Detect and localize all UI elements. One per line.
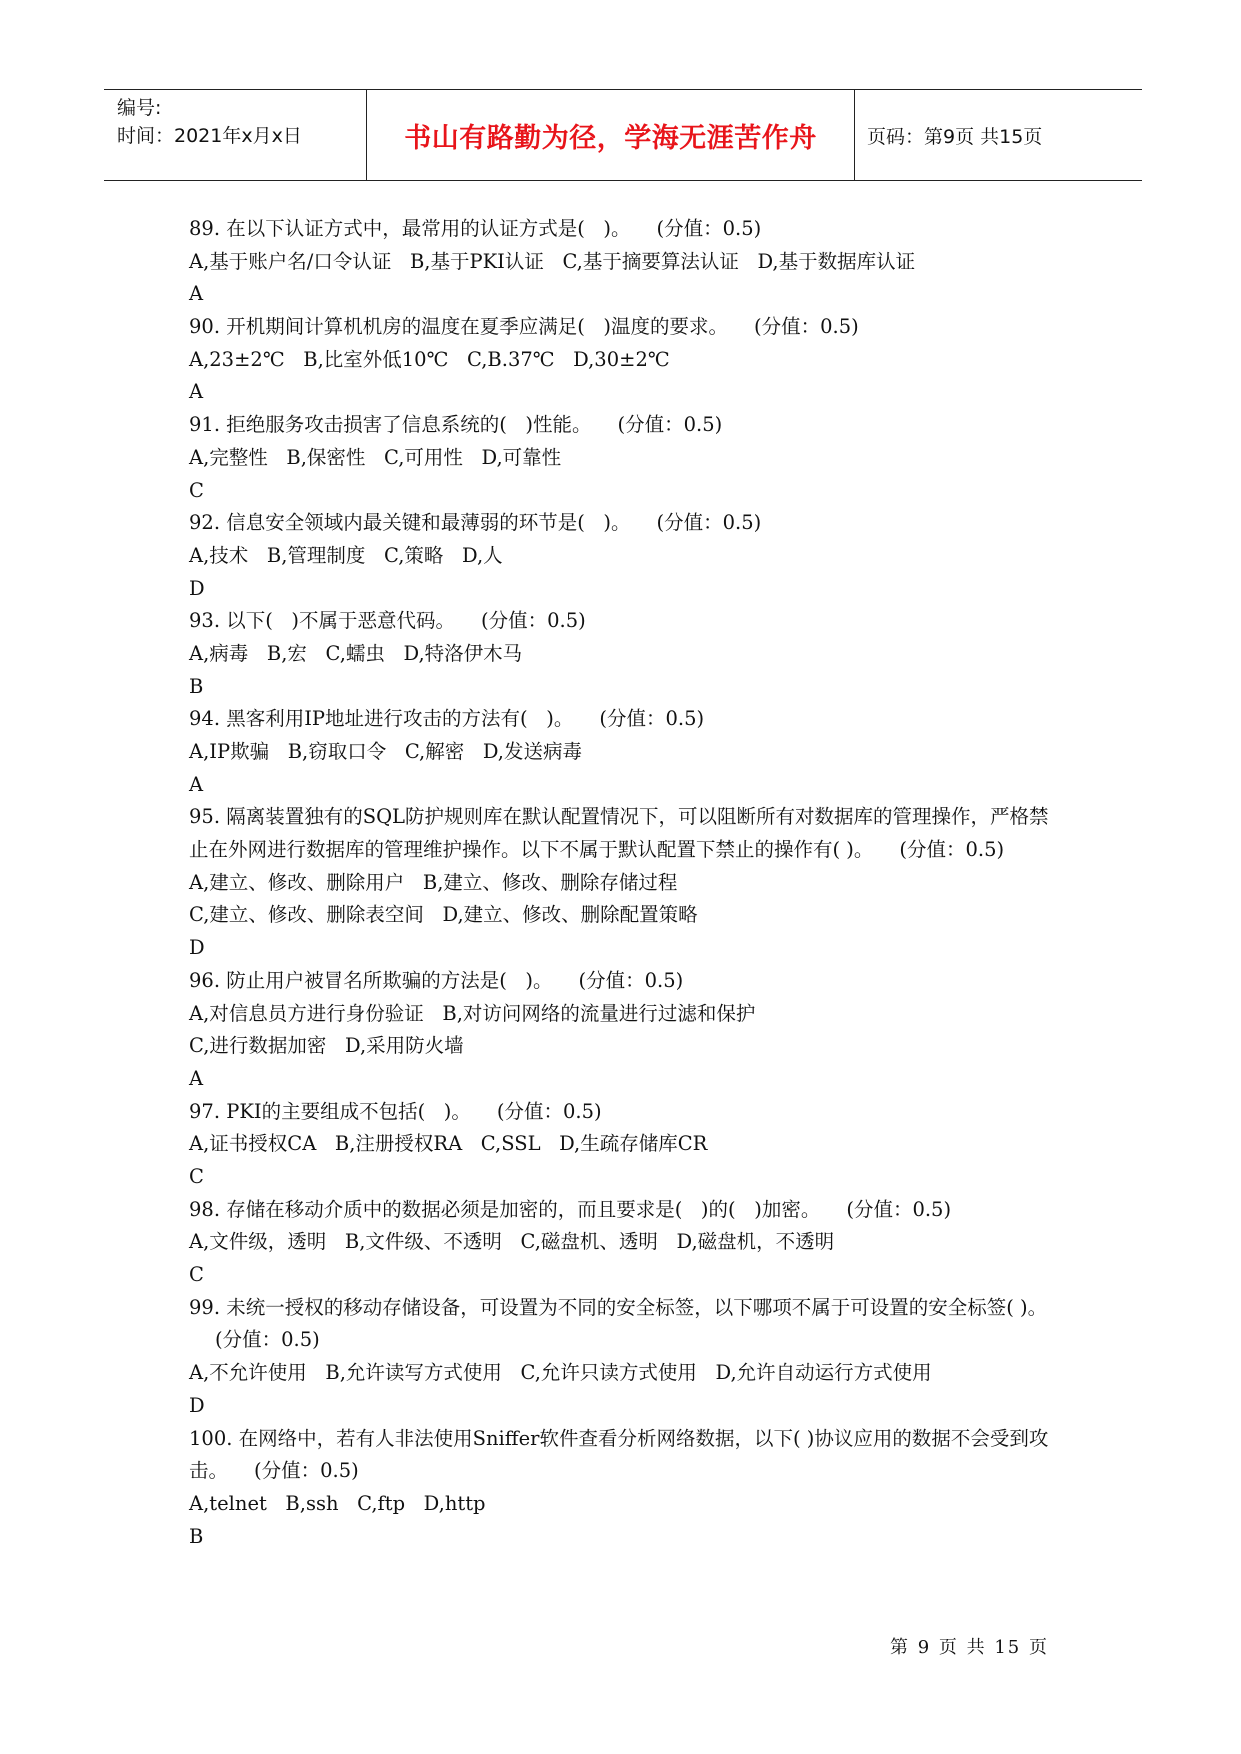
question-answer: A bbox=[189, 282, 204, 306]
question-score: (分值：0.5) bbox=[656, 511, 762, 535]
header-page-cell bbox=[855, 90, 1142, 180]
question-options: A,完整性 B,保密性 C,可用性 D,可靠性 bbox=[189, 445, 562, 469]
page-header bbox=[104, 89, 1142, 181]
question-options: A,技术 B,管理制度 C,策略 D,人 bbox=[189, 543, 503, 567]
question-score: (分值：0.5) bbox=[215, 1328, 320, 1352]
question-score: (分值：0.5) bbox=[846, 1197, 952, 1221]
header-motto: 书山有路勤为径，学海无涯苦作舟 bbox=[404, 122, 817, 154]
question-score: (分值：0.5) bbox=[496, 1099, 602, 1123]
question-text: 92. 信息安全领域内最关键和最薄弱的环节是( )。 (分值：0.5) bbox=[189, 511, 762, 535]
question-answer: C bbox=[189, 1263, 204, 1287]
question-answer: B bbox=[189, 674, 204, 698]
question-answer: D bbox=[189, 936, 205, 960]
question-options: A,基于账户名/口令认证 B,基于PKI认证 C,基于摘要算法认证 D,基于数据库认证 bbox=[189, 249, 916, 273]
question-text: 97. PKI的主要组成不包括( )。 (分值：0.5) bbox=[189, 1099, 602, 1123]
question-text: 100. 在网络中，若有人非法使用Sniffer软件查看分析网络数据，以下( )协议应用的数据不会受到攻击。 (分值：0.5) bbox=[189, 1426, 1049, 1483]
question-score: (分值：0.5) bbox=[254, 1459, 359, 1483]
question-options: A,病毒 B,宏 C,蠕虫 D,特洛伊木马 bbox=[189, 641, 523, 665]
question-answer: A bbox=[189, 1066, 204, 1090]
question-answer: D bbox=[189, 576, 205, 600]
question-options: A,23±2℃ B,比室外低10℃ C,B.37℃ D,30±2℃ bbox=[189, 347, 670, 371]
page-footer: 第 9 页 共 15 页 bbox=[890, 1637, 1049, 1658]
question-options: A,文件级，透明 B,文件级、不透明 C,磁盘机、透明 D,磁盘机，不透明 bbox=[189, 1230, 835, 1254]
document-number-label: 编号: bbox=[117, 97, 162, 119]
header-page-label: 页码：第9页 共15页 bbox=[867, 125, 1043, 148]
question-text: 94. 黑客利用IP地址进行攻击的方法有( )。 (分值：0.5) bbox=[189, 707, 705, 731]
question-answer: B bbox=[189, 1524, 204, 1548]
question-score: (分值：0.5) bbox=[899, 838, 1005, 862]
question-options: A,建立、修改、删除用户 B,建立、修改、删除存储过程 bbox=[189, 870, 678, 894]
question-text: 99. 未统一授权的移动存储设备，可设置为不同的安全标签，以下哪项不属于可设置的安全标签( )。(分值：0.5) bbox=[189, 1295, 1048, 1352]
question-score: (分值：0.5) bbox=[656, 217, 762, 240]
question-options: A,证书授权CA B,注册授权RA C,SSL D,生疏存储库CR bbox=[189, 1132, 708, 1156]
header-motto-cell bbox=[367, 90, 855, 180]
question-answer: C bbox=[189, 1164, 204, 1188]
question-text: 90. 开机期间计算机机房的温度在夏季应满足( )温度的要求。 (分值：0.5) bbox=[189, 315, 859, 339]
question-score: (分值：0.5) bbox=[481, 609, 586, 633]
question-text: 98. 存储在移动介质中的数据必须是加密的，而且要求是( )的( )加密。 (分值：0.5) bbox=[189, 1197, 952, 1221]
question-answer: C bbox=[189, 478, 204, 502]
question-options: A,telnet B,ssh C,ftp D,http bbox=[189, 1491, 486, 1515]
question-text: 93. 以下( )不属于恶意代码。 (分值：0.5) bbox=[189, 609, 586, 633]
question-options: A,对信息员方进行身份验证 B,对访问网络的流量进行过滤和保护 bbox=[189, 1001, 756, 1025]
question-list bbox=[189, 213, 1059, 1553]
question-text: 89. 在以下认证方式中，最常用的认证方式是( )。 (分值：0.5) bbox=[189, 217, 762, 240]
question-score: (分值：0.5) bbox=[754, 315, 859, 339]
question-answer: A bbox=[189, 772, 204, 796]
question-answer: D bbox=[189, 1393, 205, 1417]
question-text: 96. 防止用户被冒名所欺骗的方法是( )。 (分值：0.5) bbox=[189, 968, 684, 992]
question-options: A,IP欺骗 B,窃取口令 C,解密 D,发送病毒 bbox=[189, 740, 582, 763]
question-answer: A bbox=[189, 380, 204, 404]
question-text: 91. 拒绝服务攻击损害了信息系统的( )性能。 (分值：0.5) bbox=[189, 413, 723, 437]
question-options: C,建立、修改、删除表空间 D,建立、修改、删除配置策略 bbox=[189, 903, 698, 927]
question-score: (分值：0.5) bbox=[578, 968, 684, 992]
question-score: (分值：0.5) bbox=[617, 413, 723, 437]
question-options: C,进行数据加密 D,采用防火墙 bbox=[189, 1034, 464, 1058]
header-meta bbox=[104, 90, 367, 180]
question-options: A,不允许使用 B,允许读写方式使用 C,允许只读方式使用 D,允许自动运行方式使用 bbox=[189, 1361, 932, 1385]
question-text: 95. 隔离装置独有的SQL防护规则库在默认配置情况下，可以阻断所有对数据库的管理操作，严格禁止在外网进行数据库的管理维护操作。以下不属于默认配置下禁止的操作有( )。 (分值：0.5) bbox=[189, 805, 1049, 862]
question-score: (分值：0.5) bbox=[599, 707, 705, 731]
document-time-label: 时间：2021年x月x日 bbox=[117, 125, 302, 147]
